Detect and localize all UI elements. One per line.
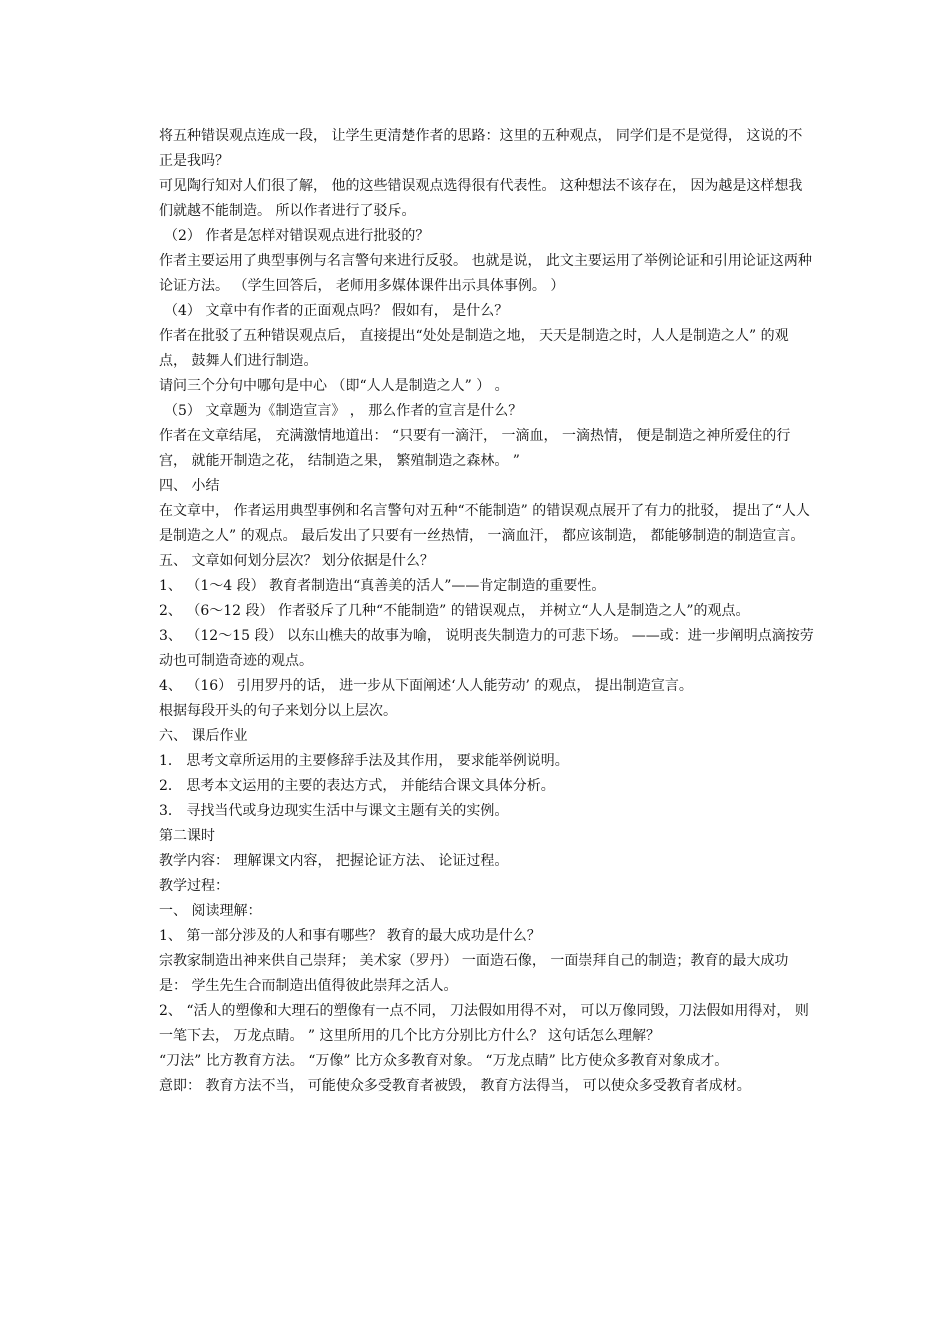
paragraph: 请问三个分句中哪句是中心 （即“人人是制造之人” ） 。 bbox=[159, 378, 509, 394]
paragraph: 在文章中， 作者运用典型事例和名言警句对五种“不能制造” 的错误观点展开了有力的批驳， 提出了“人人是制造之人” 的观点。 最后发出了只要有一丝热情， 一滴血汗， 都应该制造， 都能够制造的制造宣言。 bbox=[159, 503, 810, 544]
paragraph: 作者在批驳了五种错误观点后， 直接提出“处处是制造之地， 天天是制造之时，人人是制造之人” 的观点， 鼓舞人们进行制造。 bbox=[159, 328, 789, 369]
section-heading: 一、 阅读理解： bbox=[159, 903, 262, 919]
paragraph: 教学过程： bbox=[159, 878, 229, 894]
paragraph: 宗教家制造出神来供自己崇拜； 美术家（罗丹） 一面造石像， 一面崇拜自己的制造；教育的最大成功是： 学生先生合而制造出值得彼此崇拜之活人。 bbox=[159, 953, 789, 994]
list-item: 2、 “活人的塑像和大理石的塑像有一点不同， 刀法假如用得不对， 可以万像同毁，刀法假如用得对， 则一笔下去， 万龙点睛。 ” 这里所用的几个比方分别比方什么？ 这句话怎么理解？ bbox=[159, 1003, 809, 1044]
paragraph: 作者主要运用了典型事例与名言警句来进行反驳。 也就是说， 此文主要运用了举例论证和引用论证这两种论证方法。 （学生回答后， 老师用多媒体课件出示具体事例。 ） bbox=[159, 253, 812, 294]
list-item: 2、 （6～12 段） 作者驳斥了几种“不能制造” 的错误观点， 并树立“人人是制造之人”的观点。 bbox=[159, 603, 750, 619]
section-heading: 四、 小结 bbox=[159, 478, 220, 494]
paragraph: 根据每段开头的句子来划分以上层次。 bbox=[159, 703, 397, 719]
paragraph: 作者在文章结尾， 充满激情地道出： “只要有一滴汗， 一滴血， 一滴热情， 便是制造之神所爱住的行宫， 就能开制造之花， 结制造之果， 繁殖制造之森林。 ” bbox=[159, 428, 791, 469]
paragraph: 意即： 教育方法不当， 可能使众多受教育者被毁， 教育方法得当， 可以使众多受教育者成材。 bbox=[159, 1078, 751, 1094]
section-heading: 五、 文章如何划分层次？ 划分依据是什么？ bbox=[159, 553, 434, 569]
list-item: 3、 （12～15 段） 以东山樵夫的故事为喻， 说明丧失制造力的可悲下场。 ——或：进一步阐明点滴按劳动也可制造奇迹的观点。 bbox=[159, 628, 814, 669]
paragraph: 教学内容： 理解课文内容， 把握论证方法、 论证过程。 bbox=[159, 853, 509, 869]
document-body bbox=[145, 124, 815, 1099]
paragraph: 将五种错误观点连成一段， 让学生更清楚作者的思路：这里的五种观点， 同学们是不是觉得， 这说的不正是我吗？ bbox=[159, 128, 803, 169]
list-item: 1． 思考文章所运用的主要修辞手法及其作用， 要求能举例说明。 bbox=[159, 753, 569, 769]
paragraph: “刀法” 比方教育方法。 “万像” 比方众多教育对象。 “万龙点睛” 比方使众多教育对象成才。 bbox=[159, 1053, 729, 1069]
list-item: 1、 （1～4 段） 教育者制造出“真善美的活人”——肯定制造的重要性。 bbox=[159, 578, 606, 594]
list-item: 3． 寻找当代或身边现实生活中与课文主题有关的实例。 bbox=[159, 803, 509, 819]
list-item: 4、 （16） 引用罗丹的话， 进一步从下面阐述‘人人能劳动’ 的观点， 提出制造宣言。 bbox=[159, 678, 693, 694]
paragraph: 可见陶行知对人们很了解， 他的这些错误观点选得很有代表性。 这种想法不该存在， 因为越是这样想我们就越不能制造。 所以作者进行了驳斥。 bbox=[159, 178, 803, 219]
section-heading: 第二课时 bbox=[159, 828, 215, 844]
list-item: 1、 第一部分涉及的人和事有哪些？ 教育的最大成功是什么？ bbox=[159, 928, 541, 944]
list-item: 2． 思考本文运用的主要的表达方式， 并能结合课文具体分析。 bbox=[159, 778, 555, 794]
paragraph: （5） 文章题为《制造宣言》 ， 那么作者的宣言是什么？ bbox=[164, 403, 523, 419]
section-heading: 六、 课后作业 bbox=[159, 728, 248, 744]
paragraph: （2） 作者是怎样对错误观点进行批驳的？ bbox=[164, 228, 430, 244]
paragraph: （4） 文章中有作者的正面观点吗？ 假如有， 是什么？ bbox=[164, 303, 509, 319]
